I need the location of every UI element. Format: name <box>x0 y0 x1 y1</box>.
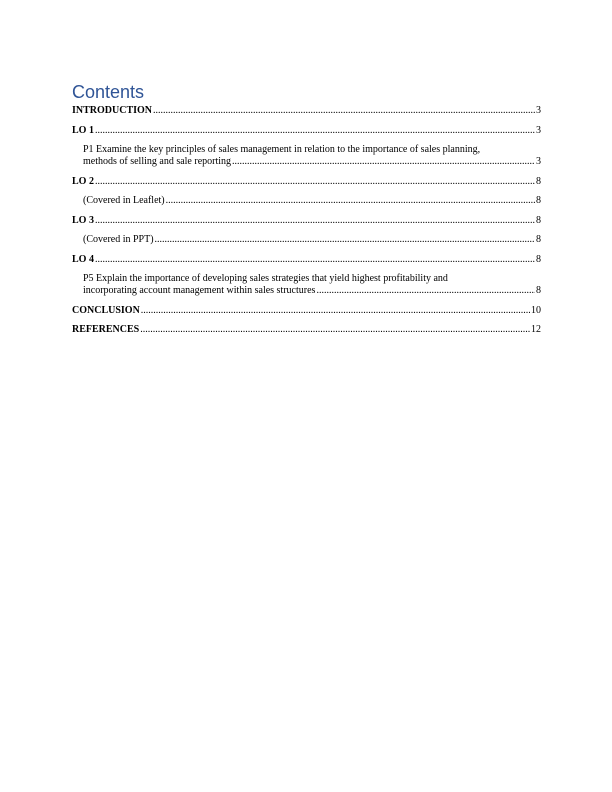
toc-entry-label: (Covered in PPT) <box>83 234 154 245</box>
toc-dot-leader <box>95 215 535 227</box>
toc-dot-leader <box>95 254 535 266</box>
toc-entry-lo3[interactable] <box>72 215 541 227</box>
toc-dot-leader <box>95 176 535 188</box>
toc-entry-label: LO 4 <box>72 253 94 265</box>
toc-entry-p5[interactable] <box>72 273 541 297</box>
toc-page-number: 12 <box>531 324 541 335</box>
toc-entry-leaflet[interactable] <box>72 195 541 207</box>
toc-heading: Contents <box>72 82 145 102</box>
toc-dot-leader <box>232 156 535 168</box>
toc-entry-label-line1: P1 Examine the key principles of sales management in relation to the importance of sales planning, <box>83 144 481 155</box>
toc-entry-ppt[interactable] <box>72 234 541 246</box>
toc-page-number: 8 <box>536 175 541 187</box>
toc-entry-label: INTRODUCTION <box>72 105 153 116</box>
toc-dot-leader <box>166 195 535 207</box>
toc-dot-leader <box>155 234 535 246</box>
toc-entry-label: methods of selling and sale reporting <box>83 156 232 167</box>
toc-entry-lo2[interactable] <box>72 176 541 188</box>
toc-entry-label: LO 2 <box>72 175 94 187</box>
toc-page-number: 8 <box>536 253 541 265</box>
toc-entry-lo4[interactable] <box>72 254 541 266</box>
toc-dot-leader <box>316 285 535 297</box>
toc-entry-label: (Covered in Leaflet) <box>83 195 165 206</box>
toc-entry-p1[interactable] <box>72 144 541 168</box>
toc-page-number: 3 <box>536 156 541 167</box>
toc-page-number: 8 <box>536 214 541 226</box>
toc-dot-leader <box>141 305 530 317</box>
toc-page-number: 8 <box>536 234 541 245</box>
toc-page-number: 8 <box>536 285 541 296</box>
toc-entry-lo1[interactable] <box>72 125 541 137</box>
toc-dot-leader <box>95 125 535 137</box>
toc-entry-label: REFERENCES <box>72 324 140 335</box>
toc-page-number: 3 <box>536 124 541 136</box>
toc-list <box>72 105 541 336</box>
toc-entry-introduction[interactable] <box>72 105 541 117</box>
toc-entry-label: incorporating account management within sales structures <box>83 285 316 296</box>
toc-entry-conclusion[interactable] <box>72 305 541 317</box>
toc-entry-label: LO 1 <box>72 124 94 136</box>
toc-entry-references[interactable] <box>72 324 541 336</box>
toc-dot-leader <box>153 105 535 117</box>
toc-page-number: 10 <box>531 304 541 316</box>
toc-entry-label: CONCLUSION <box>72 304 140 316</box>
document-page <box>72 82 541 344</box>
toc-page-number: 3 <box>536 105 541 116</box>
toc-entry-label: LO 3 <box>72 214 94 226</box>
toc-dot-leader <box>140 324 530 336</box>
toc-page-number: 8 <box>536 195 541 206</box>
toc-entry-label-line1: P5 Explain the importance of developing sales strategies that yield highest profitability and <box>83 273 448 284</box>
